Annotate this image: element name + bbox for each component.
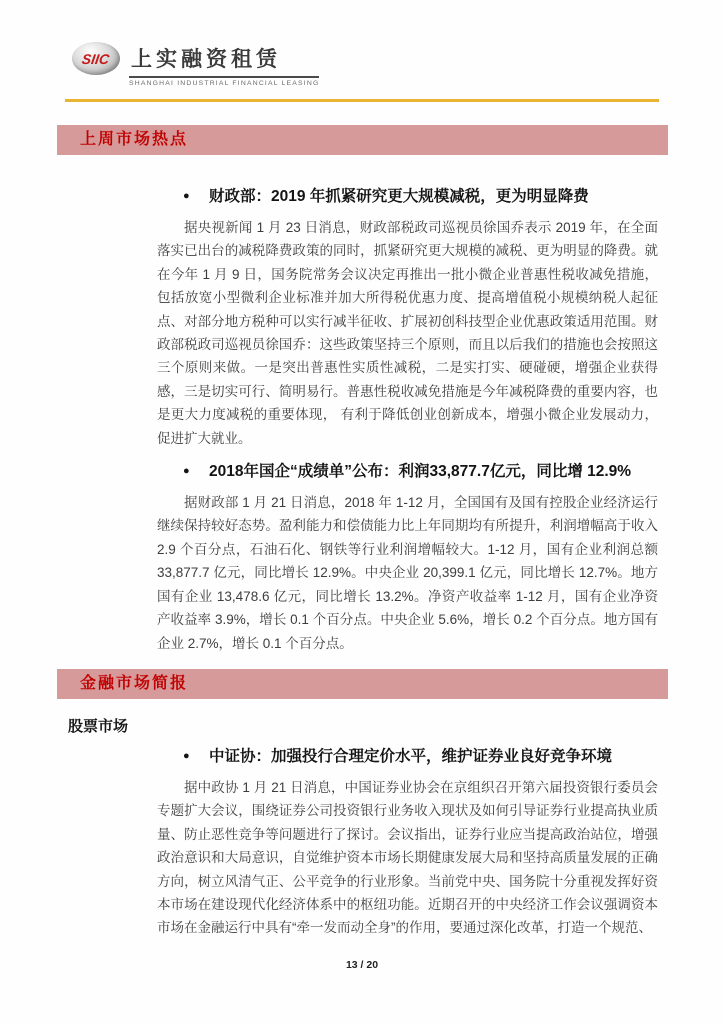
news-item-body: 据中政协 1 月 21 日消息，中国证券业协会在京组织召开第六届投资银行委员会专题扩大会议，围绕证券公司投资银行业务收入现状及如何引导证券行业提高执业质量、防止恶性竞争等问题进行了探讨。会议指出，证券行业应当提高政治站位，增强政治意识和大局意识，自觉维护资本市场长期健康发展大局和坚持高质量发展的正确方向，树立风清气正、公平竞争的行业形象。当前党中央、国务院十分重视发挥好资本市场在建设现代化经济体系中的枢纽功能。近期召开的中央经济工作会议强调资本市场在金融运行中具有“牵一发而动全身”的作用，要通过深化改革，打造一个规范、: [157, 779, 658, 936]
news-item-title: [183, 184, 658, 209]
bullet-icon: ●: [183, 465, 190, 478]
logo-text: [129, 42, 319, 87]
logo-name-cn: 上实融资租赁: [129, 42, 319, 78]
section-banner-market-highlights: [57, 125, 668, 155]
section-banner-label: 上周市场热点: [80, 131, 189, 148]
siic-globe-icon: [72, 42, 120, 75]
bullet-icon: ●: [183, 190, 190, 202]
bullet-icon: ●: [183, 749, 190, 762]
company-logo: [72, 42, 724, 87]
news-item-title-text: 中证协：加强投行合理定价水平，维护证券业良好竞争环境: [209, 747, 613, 765]
logo-name-en: SHANGHAI INDUSTRIAL FINANCIAL LEASING: [129, 80, 320, 87]
news-item-title-text: 2018年国企“成绩单”公布：利润33,877.7亿元，同比增 12.9%: [209, 463, 632, 481]
section-banner-label: 金融市场简报: [80, 674, 189, 692]
news-item-title: [183, 459, 658, 484]
page-number: 13 / 20: [345, 959, 379, 971]
page-header: [0, 0, 724, 87]
section-banner-financial-briefing: [57, 669, 668, 699]
news-item-title: [183, 744, 658, 769]
news-item-body: 据财政部 1 月 21 日消息，2018 年 1-12 月，全国国有及国有控股企业经济运行继续保持较好态势。盈利能力和偿债能力比上年同期均有所提升，利润增幅高于收入 2.9 个百分点，石油石化、钢铁等行业利润增幅较大。1-12 月，国有企业利润总额 33,877.7 亿元，同比增长 12.9%。中央企业 20,399.1 亿元，同比增长 12.7%。地方国有企业 13,478.6 亿元，同比增长 13.2%。净资产收益率 1-12 月，国有企业净资产收益率 3.9%，增长 0.1 个百分点。中央企业 5.6%，增长 0.2 个百分点。地方国有企业 2.7%，增长 0.1 个百分点。: [157, 495, 658, 651]
subsection-stock-market: 股票市场: [68, 717, 129, 735]
news-item-body: 据央视新闻 1 月 23 日消息，财政部税政司巡视员徐国乔表示 2019 年，在全面落实已出台的减税降费政策的同时，抓紧研究更大规模的减税、更为明显的降费。就在今年 1 月 9 日，国务院常务会议决定再推出一批小微企业普惠性税收减免措施，包括放宽小型微利企业标准并加大所得税优惠力度、提高增值税小规模纳税人起征点、对部分地方税种可以实行减半征收、扩展初创科技型企业优惠政策适用范围。财政部税政司巡视员徐国乔：这些政策坚持三个原则，而且以后我们的措施也会按照这三个原则来做。一是突出普惠性实质性减税，二是实打实、硬碰硬，增强企业获得感，三是切实可行、简明易行。普惠性税收减免措施是今年减税降费的重要内容，也是更大力度减税的重要体现， 有利于降低创业创新成本，增强小微企业发展动力，促进扩大就业。: [157, 220, 658, 446]
news-item-title-text: 财政部：2019 年抓紧研究更大规模减税，更为明显降费: [209, 188, 589, 205]
logo-abbr: SIIC: [81, 50, 111, 67]
header-divider-rule: [65, 99, 659, 102]
